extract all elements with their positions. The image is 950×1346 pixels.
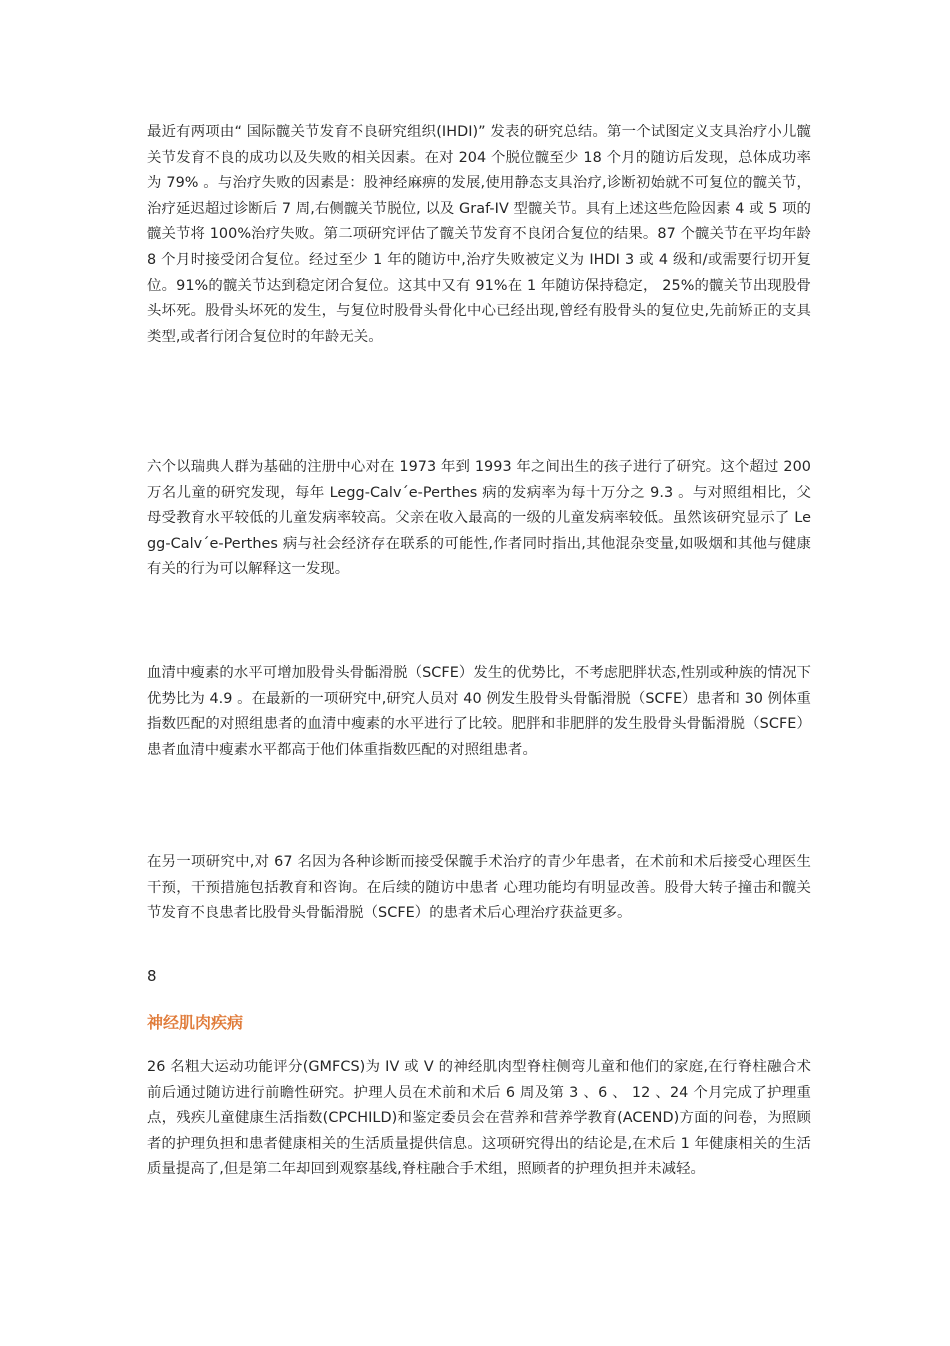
paragraph-psychological-intervention: 在另一项研究中,对 67 名因为各种诊断而接受保髋手术治疗的青少年患者，在术前和术后接受心理医生干预，干预措施包括教育和咨询。在后续的随访中患者 心理功能均有明显改善。股骨大转子撞击和髋关节发育不良患者比股骨头骨骺滑脱（SCFE）的患者术后心理治疗获益更多。 [147,854,811,922]
paragraph-neuromuscular-study: 26 名粗大运动功能评分(GMFCS)为 IV 或 V 的神经肌肉型脊柱侧弯儿童和他们的家庭,在行脊柱融合术前后通过随访进行前瞻性研究。护理人员在术前和术后 6 周及第 3 、6 、 12 、24 个月完成了护理重点，残疾儿童健康生活指数(CPCHILD)和鉴定委员会在营养和营养学教育(ACEND)方面的问卷，为照顾者的护理负担和患者健康相关的生活质量提供信息。这项研究得出的结论是,在术后 1 年健康相关的生活质量提高了,但是第二年却回到观察基线,脊柱融合手术组，照顾者的护理负担并未减轻。 [147,1059,811,1178]
paragraph-scfe-leptin: 血清中瘦素的水平可增加股骨头骨骺滑脱（SCFE）发生的优势比，不考虑肥胖状态,性别或种族的情况下优势比为 4.9 。在最新的一项研究中,研究人员对 40 例发生股骨头骨骺滑脱（SCFE）患者和 30 例体重指数匹配的对照组患者的血清中瘦素的水平进行了比较。肥胖和非肥胖的发生股骨头骨骺滑脱（SCFE）患者血清中瘦素水平都高于他们体重指数匹配的对照组患者。 [147,665,811,758]
paragraph-ihdi-study: 最近有两项由“ 国际髋关节发育不良研究组织(IHDI)” 发表的研究总结。第一个试图定义支具治疗小儿髋关节发育不良的成功以及失败的相关因素。在对 204 个脱位髋至少 18 个月的随访后发现，总体成功率为 79% 。与治疗失败的因素是：股神经麻痹的发展,使用静态支具治疗,诊断初始就不可复位的髋关节，治疗延迟超过诊断后 7 周,右侧髋关节脱位, 以及 Graf-IV 型髋关节。具有上述这些危险因素 4 或 5 项的髋关节将 100%治疗失败。第二项研究评估了髋关节发育不良闭合复位的结果。87 个髋关节在平均年龄 8 个月时接受闭合复位。经过至少 1 年的随访中,治疗失败被定义为 IHDI 3 或 4 级和/或需要行切开复位。91%的髋关节达到稳定闭合复位。这其中又有 91%在 1 年随访保持稳定， 25%的髋关节出现股骨头坏死。股骨头坏死的发生，与复位时股骨头骨化中心已经出现,曾经有股骨头的复位史,先前矫正的支具类型,或者行闭合复位时的年龄无关。 [147,124,811,345]
paragraph-perthes-study: 六个以瑞典人群为基础的注册中心对在 1973 年到 1993 年之间出生的孩子进行了研究。这个超过 200 万名儿童的研究发现，每年 Legg-Calv´e-Perthes 病的发病率为每十万分之 9.3 。与对照组相比，父母受教育水平较低的儿童发病率较高。父亲在收入最高的一级的儿童发病率较低。虽然该研究显示了 Legg-Calv´e-Perthes 病与社会经济存在联系的可能性,作者同时指出,其他混杂变量,如吸烟和其他与健康有关的行为可以解释这一发现。 [147,459,811,578]
section-heading: 神经肌肉疾病 [147,1013,244,1032]
page-number: 8 [147,967,157,985]
